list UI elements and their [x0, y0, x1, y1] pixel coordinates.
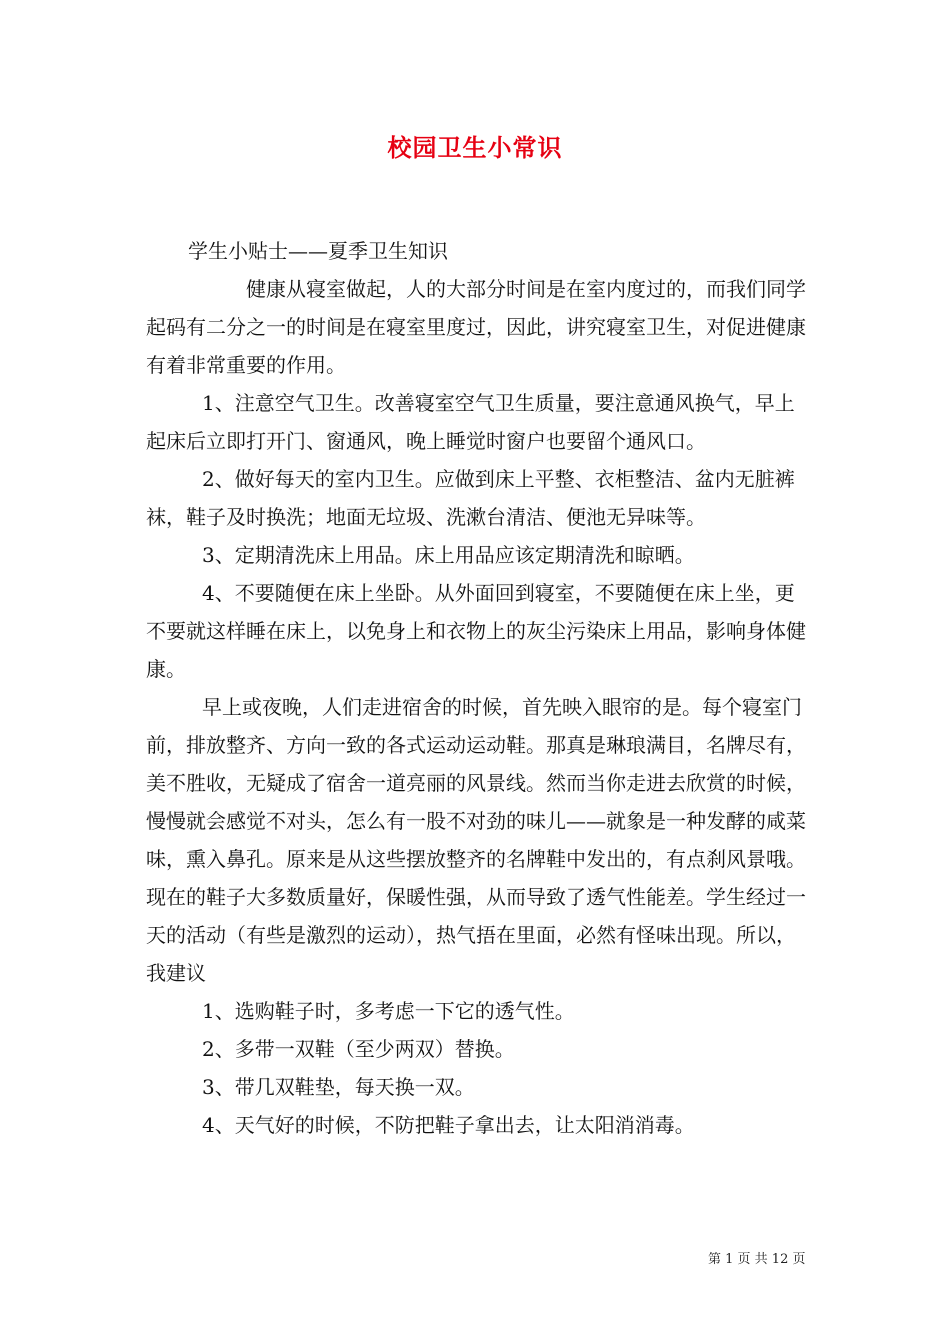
paragraph-tip-3: 3、定期清洗床上用品。床上用品应该定期清洗和晾晒。 [202, 543, 695, 567]
paragraph-suggestion-4: 4、天气好的时候，不防把鞋子拿出去，让太阳消消毒。 [202, 1113, 695, 1137]
page-number: 第 1 页 共 12 页 [708, 1252, 806, 1267]
document-body [146, 232, 808, 1144]
paragraph-tip-2: 2、做好每天的室内卫生。应做到床上平整、衣柜整洁、盆内无脏裤袜，鞋子及时换洗；地面无垃圾、洗漱台清洁、便池无异味等。 [146, 467, 795, 529]
paragraph-shoes: 早上或夜晚，人们走进宿舍的时候，首先映入眼帘的是。每个寝室门前，排放整齐、方向一致的各式运动运动鞋。那真是琳琅满目，名牌尽有，美不胜收，无疑成了宿舍一道亮丽的风景线。然而当你走进去欣赏的时候，慢慢就会感觉不对头，怎么有一股不对劲的味儿——就象是一种发酵的咸菜味，熏入鼻孔。原来是从这些摆放整齐的名牌鞋中发出的，有点刹风景哦。现在的鞋子大多数质量好，保暖性强，从而导致了透气性能差。学生经过一天的活动（有些是激烈的运动），热气捂在里面，必然有怪味出现。所以，我建议 [146, 695, 806, 985]
paragraph-suggestion-3: 3、带几双鞋垫，每天换一双。 [202, 1075, 475, 1099]
document-title: 校园卫生小常识 [387, 133, 563, 162]
section-heading: 学生小贴士——夏季卫生知识 [188, 239, 448, 263]
paragraph-suggestion-2: 2、多带一双鞋（至少两双）替换。 [202, 1037, 515, 1061]
paragraph-intro: 健康从寝室做起，人的大部分时间是在室内度过的，而我们同学起码有二分之一的时间是在寝室里度过，因此，讲究寝室卫生，对促进健康有着非常重要的作用。 [146, 277, 806, 377]
paragraph-tip-1: 1、注意空气卫生。改善寝室空气卫生质量，要注意通风换气，早上起床后立即打开门、窗通风，晚上睡觉时窗户也要留个通风口。 [146, 391, 795, 453]
paragraph-suggestion-1: 1、选购鞋子时，多考虑一下它的透气性。 [202, 999, 575, 1023]
paragraph-tip-4: 4、不要随便在床上坐卧。从外面回到寝室，不要随便在床上坐，更不要就这样睡在床上，以免身上和衣物上的灰尘污染床上用品，影响身体健康。 [146, 581, 806, 681]
